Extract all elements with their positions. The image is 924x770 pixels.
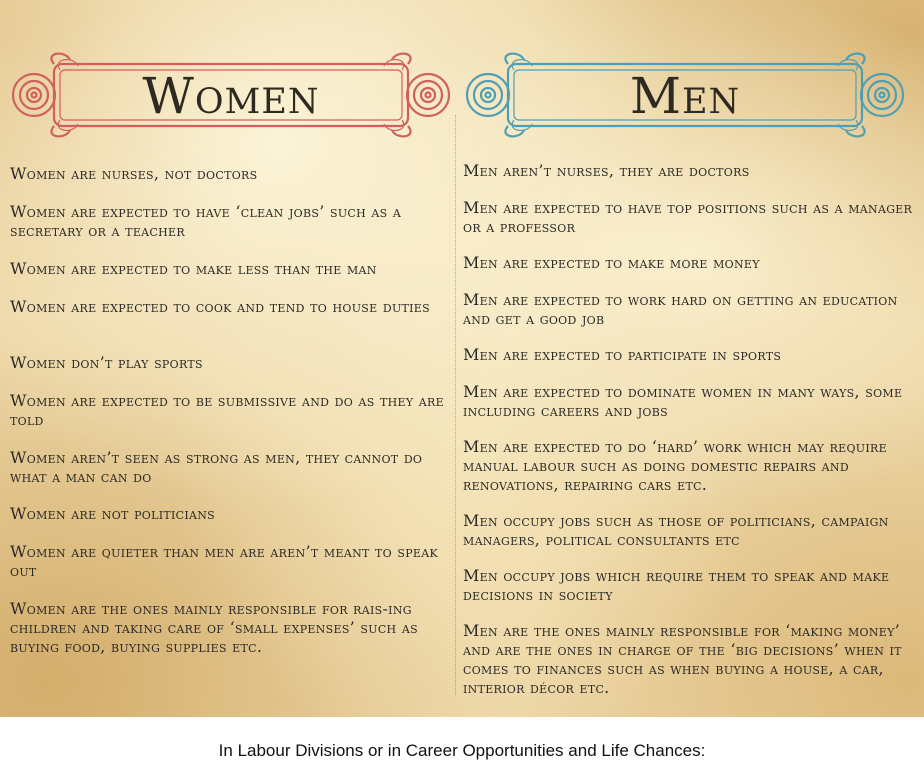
women-item: Women are expected to cook and tend to house duties xyxy=(10,297,430,316)
men-item: Men are expected to work hard on getting an education and get a good job xyxy=(463,290,898,328)
men-item: Men occupy jobs such as those of politicians, campaign managers, political consultants etc xyxy=(463,511,889,549)
men-item: Men aren’t nurses, they are doctors xyxy=(463,161,750,180)
men-item: Men are expected to do ‘hard’ work which may require manual labour such as doing domestic repairs and renovations, repairing cars etc. xyxy=(463,437,887,494)
women-item: Women are quieter than men are aren’t meant to speak out xyxy=(10,542,438,580)
women-title: Women xyxy=(142,67,320,125)
image-caption: In Labour Divisions or in Career Opportunities and Life Chances: xyxy=(218,741,706,760)
column-divider xyxy=(455,115,456,695)
women-item: Women aren’t seen as strong as men, they cannot do what a man can do xyxy=(10,448,423,486)
men-item: Men are expected to participate in sports xyxy=(463,345,782,364)
women-item: Women are not politicians xyxy=(10,504,215,523)
women-item: Women don’t play sports xyxy=(10,353,203,372)
men-item: Men occupy jobs which require them to speak and make decisions in society xyxy=(463,566,890,604)
women-item: Women are expected to make less than the man xyxy=(10,259,377,278)
men-item: Men are the ones mainly responsible for ‘making money’ and are the ones in charge of the ‘big decisions’ when it comes to finances such as when buying a house, a car, interior décor etc. xyxy=(463,621,902,697)
women-list xyxy=(10,0,450,717)
men-item: Men are expected to make more money xyxy=(463,253,760,272)
women-item: Women are expected to be submissive and do as they are told xyxy=(10,391,444,429)
men-item: Men are expected to dominate women in many ways, some including careers and jobs xyxy=(463,382,903,420)
men-list xyxy=(463,0,918,717)
men-item: Men are expected to have top positions such as a manager or a professor xyxy=(463,198,913,236)
women-item: Women are the ones mainly responsible for rais-ing children and taking care of ‘small expenses’ such as buying food, buying supplies etc. xyxy=(10,599,418,656)
men-title: Men xyxy=(629,67,741,125)
women-item: Women are expected to have ‘clean jobs’ such as a secretary or a teacher xyxy=(10,202,402,240)
women-item: Women are nurses, not doctors xyxy=(10,164,258,183)
